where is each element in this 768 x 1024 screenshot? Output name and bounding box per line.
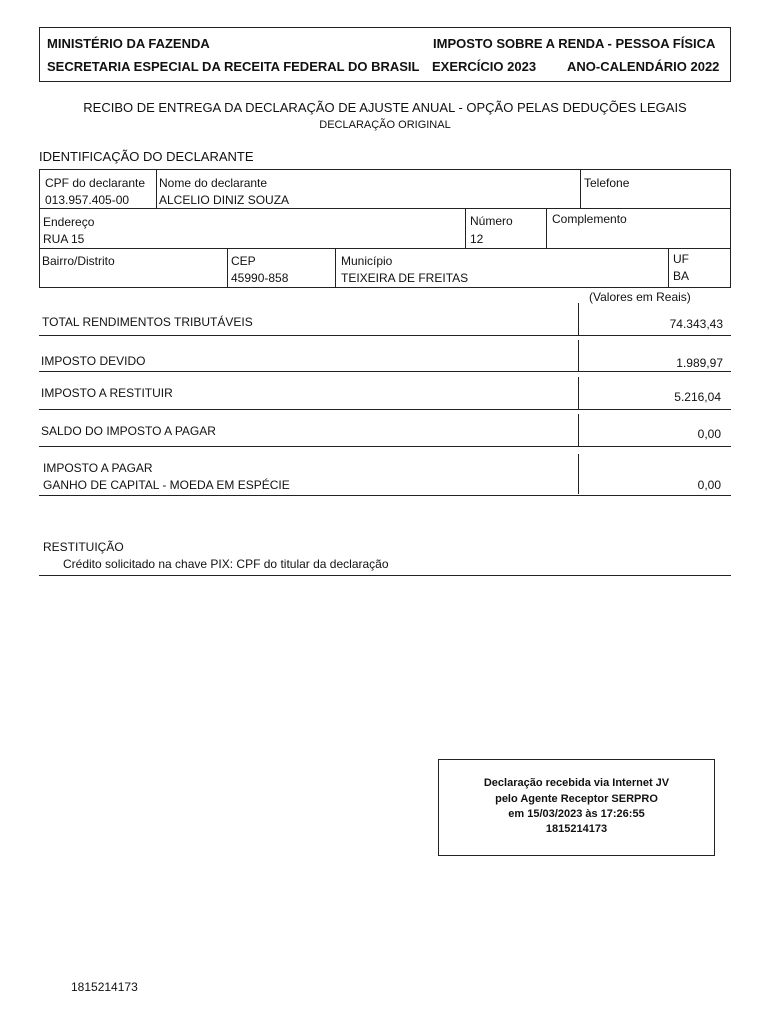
refund-divider — [39, 575, 731, 576]
value-row-amount: 1.989,97 — [676, 356, 723, 370]
receipt-title: RECIBO DE ENTREGA DA DECLARAÇÃO DE AJUSTE ANUAL - OPÇÃO PELAS DEDUÇÕES LEGAIS — [83, 100, 687, 115]
id-col-divider — [227, 248, 228, 288]
id-col-divider — [668, 248, 669, 288]
stamp-line-2: pelo Agente Receptor SERPRO — [495, 793, 658, 805]
id-row-divider-2 — [39, 248, 731, 249]
cep-label: CEP — [231, 254, 256, 268]
identification-title: IDENTIFICAÇÃO DO DECLARANTE — [39, 149, 254, 164]
name-value: ALCELIO DINIZ SOUZA — [159, 193, 290, 207]
uf-label: UF — [673, 252, 689, 266]
stamp-line-1: Declaração recebida via Internet JV — [483, 777, 670, 789]
value-row-divider — [39, 446, 731, 447]
value-row-divider — [39, 495, 731, 496]
currency-note: (Valores em Reais) — [589, 290, 691, 304]
value-row-amount: 5.216,04 — [674, 390, 721, 404]
capital-gain-amount: 0,00 — [697, 478, 721, 492]
value-row-amount: 0,00 — [697, 427, 721, 441]
complement-label: Complemento — [552, 212, 627, 226]
exercise-label: EXERCÍCIO 2023 — [432, 59, 537, 74]
value-row-divider — [39, 409, 731, 410]
stamp-line-3: em 15/03/2023 às 17:26:55 — [508, 808, 645, 820]
value-row-label: SALDO DO IMPOSTO A PAGAR — [41, 424, 216, 438]
id-col-divider — [546, 208, 547, 248]
ministry-label: MINISTÉRIO DA FAZENDA — [47, 36, 210, 51]
number-value: 12 — [470, 232, 484, 246]
value-row-label: IMPOSTO A RESTITUIR — [41, 386, 173, 400]
uf-value: BA — [673, 269, 690, 283]
value-col-divider — [578, 414, 579, 446]
refund-title: RESTITUIÇÃO — [43, 540, 124, 554]
value-row-divider — [39, 371, 731, 372]
value-row-divider — [39, 335, 731, 336]
value-col-divider — [578, 377, 579, 409]
value-col-divider — [578, 303, 579, 335]
value-col-divider — [578, 340, 579, 372]
secretariat-label: SECRETARIA ESPECIAL DA RECEITA FEDERAL DO BRASIL — [47, 59, 420, 74]
cep-value: 45990-858 — [231, 271, 289, 285]
value-row-label: TOTAL RENDIMENTOS TRIBUTÁVEIS — [42, 315, 253, 329]
footer-code: 1815214173 — [71, 980, 138, 994]
address-value: RUA 15 — [43, 232, 85, 246]
number-label: Número — [470, 214, 513, 228]
id-col-divider — [465, 208, 466, 248]
id-row-divider-1 — [39, 208, 731, 209]
id-col-divider — [335, 248, 336, 288]
city-value: TEIXEIRA DE FREITAS — [341, 271, 469, 285]
address-label: Endereço — [43, 215, 95, 229]
city-label: Município — [341, 254, 393, 268]
phone-label: Telefone — [584, 176, 630, 190]
refund-text: Crédito solicitado na chave PIX: CPF do titular da declaração — [63, 557, 389, 571]
tax-title: IMPOSTO SOBRE A RENDA - PESSOA FÍSICA — [433, 36, 716, 51]
cpf-label: CPF do declarante — [45, 176, 146, 190]
value-row-label: IMPOSTO DEVIDO — [41, 354, 146, 368]
value-row-amount: 74.343,43 — [669, 317, 723, 331]
value-col-divider — [578, 454, 579, 494]
stamp-line-4: 1815214173 — [545, 823, 608, 835]
capital-gain-label-1: IMPOSTO A PAGAR — [43, 461, 153, 475]
receipt-subtitle: DECLARAÇÃO ORIGINAL — [319, 119, 451, 131]
calendar-year-label: ANO-CALENDÁRIO 2022 — [567, 59, 720, 74]
district-label: Bairro/Distrito — [42, 254, 115, 268]
id-col-divider — [156, 169, 157, 209]
cpf-value: 013.957.405-00 — [45, 193, 130, 207]
name-label: Nome do declarante — [159, 176, 268, 190]
capital-gain-label-2: GANHO DE CAPITAL - MOEDA EM ESPÉCIE — [43, 478, 290, 492]
id-col-divider — [580, 169, 581, 209]
